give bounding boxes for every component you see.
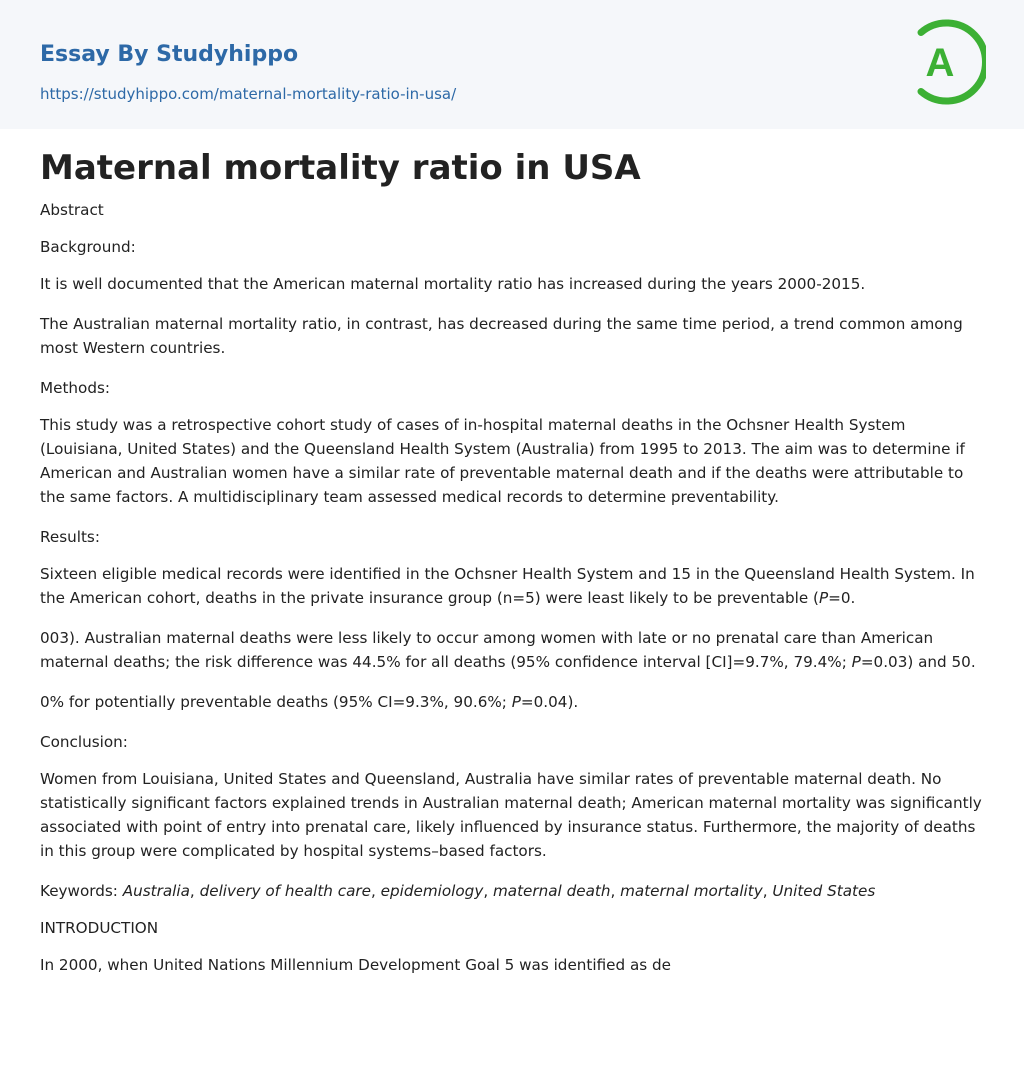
results-heading: Results: bbox=[40, 528, 100, 546]
background-heading: Background: bbox=[40, 238, 136, 256]
introduction-paragraph: In 2000, when United Nations Millennium Development Goal 5 was identified as de bbox=[40, 956, 671, 974]
results-paragraph-3: 0% for potentially preventable deaths (95% CI=9.3%, 90.6%; P=0.04). bbox=[40, 693, 579, 711]
keyword-separator: , bbox=[762, 882, 773, 900]
logo-ring-icon bbox=[900, 19, 986, 105]
keyword-item: maternal death bbox=[492, 882, 611, 900]
keyword-item: United States bbox=[772, 882, 876, 900]
page-url-link[interactable]: https://studyhippo.com/maternal-mortality-ratio-in-usa/ bbox=[40, 85, 457, 103]
keyword-item: delivery of health care bbox=[199, 882, 372, 900]
logo-letter: A bbox=[925, 41, 955, 85]
brand-title[interactable]: Essay By Studyhippo bbox=[40, 42, 299, 67]
keyword-separator: , bbox=[189, 882, 200, 900]
methods-paragraph: This study was a retrospective cohort study of cases of in-hospital maternal deaths in the Ochsner Health System (Louisiana, United States) and the Queensland Health System (Australia) from 1995 to 2013. The aim was to determine if American and Australian women have a similar rate of preventable maternal death and if the deaths were attributable to the same factors. A multidisciplinary team assessed medical records to determine preventability. bbox=[40, 416, 965, 506]
article bbox=[40, 147, 990, 993]
conclusion-paragraph: Women from Louisiana, United States and Queensland, Australia have similar rates of preventable maternal death. No statistically significant factors explained trends in Australian maternal death; American maternal mortality was significantly associated with point of entry into prenatal care, likely influenced by insurance status. Furthermore, the majority of deaths in this group were complicated by hospital systems–based factors. bbox=[40, 770, 982, 860]
keyword-item: epidemiology bbox=[380, 882, 484, 900]
keyword-item: Australia bbox=[122, 882, 190, 900]
keyword-separator: , bbox=[610, 882, 621, 900]
keywords-label: Keywords: bbox=[40, 882, 123, 900]
background-paragraph-2: The Australian maternal mortality ratio, in contrast, has decreased during the same time period, a trend common among most Western countries. bbox=[40, 315, 963, 357]
keywords-line bbox=[40, 879, 990, 903]
page-title: Maternal mortality ratio in USA bbox=[40, 148, 641, 188]
keywords-list bbox=[123, 882, 876, 900]
site-header bbox=[0, 0, 1024, 129]
methods-heading: Methods: bbox=[40, 379, 110, 397]
keyword-item: maternal mortality bbox=[620, 882, 763, 900]
logo[interactable] bbox=[900, 19, 986, 105]
keyword-separator: , bbox=[483, 882, 493, 900]
conclusion-heading: Conclusion: bbox=[40, 733, 128, 751]
introduction-heading: INTRODUCTION bbox=[40, 919, 159, 937]
results-paragraph-1: Sixteen eligible medical records were identified in the Ochsner Health System and 15 in the Queensland Health System. In the American cohort, deaths in the private insurance group (n=5) were least likely to be preventable (P=0. bbox=[40, 565, 975, 607]
abstract-heading: Abstract bbox=[40, 201, 104, 219]
results-paragraph-2: 003). Australian maternal deaths were less likely to occur among women with late or no prenatal care than American maternal deaths; the risk difference was 44.5% for all deaths (95% confidence interval [CI]=9.7%, 79.4%; P=0.03) and 50. bbox=[40, 629, 976, 671]
background-paragraph-1: It is well documented that the American maternal mortality ratio has increased during the years 2000-2015. bbox=[40, 275, 866, 293]
keyword-separator: , bbox=[371, 882, 381, 900]
